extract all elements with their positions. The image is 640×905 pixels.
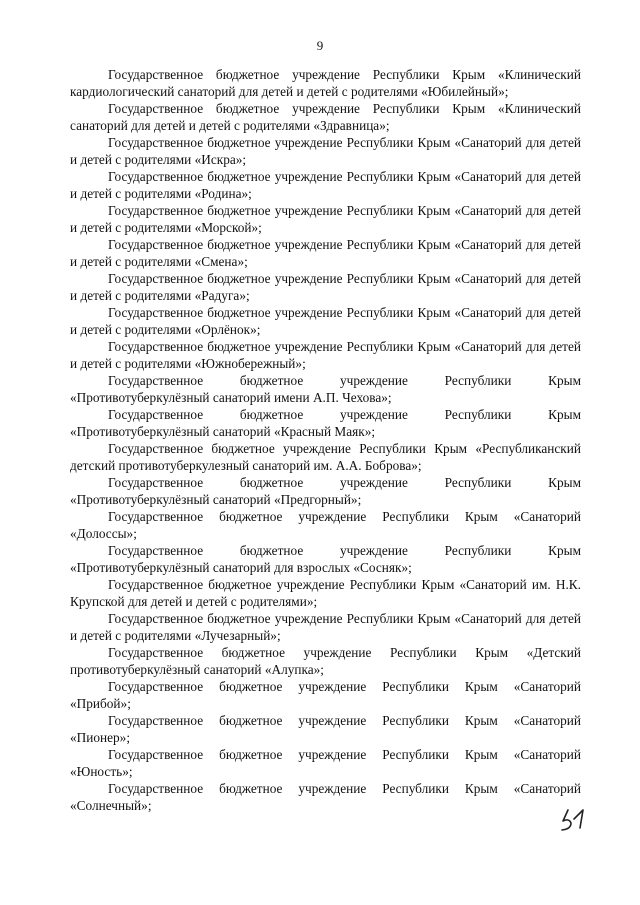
paragraph: Государственное бюджетное учреждение Республики Крым «Санаторий для детей и детей с родителями «Южнобережный»; [70, 339, 581, 371]
page-number: 9 [316, 38, 324, 53]
paragraph: Государственное бюджетное учреждение Республики Крым «Противотуберкулёзный санаторий «Предгорный»; [70, 475, 581, 507]
paragraph: Государственное бюджетное учреждение Республики Крым «Санаторий для детей и детей с родителями «Родина»; [70, 169, 581, 201]
paragraph: Государственное бюджетное учреждение Республики Крым «Республиканский детский противотуберкулезный санаторий им. А.А. Боброва»; [70, 441, 581, 473]
paragraph: Государственное бюджетное учреждение Республики Крым «Санаторий «Долоссы»; [70, 509, 581, 541]
paragraph: Государственное бюджетное учреждение Республики Крым «Клинический кардиологический санаторий для детей и детей с родителями «Юбилейный»; [70, 67, 581, 99]
paragraph: Государственное бюджетное учреждение Республики Крым «Санаторий «Солнечный»; [70, 781, 581, 813]
paragraph: Государственное бюджетное учреждение Республики Крым «Детский противотуберкулёзный санаторий «Алупка»; [70, 645, 581, 677]
paragraph: Государственное бюджетное учреждение Республики Крым «Санаторий «Прибой»; [70, 679, 581, 711]
paragraph: Государственное бюджетное учреждение Республики Крым «Санаторий им. Н.К. Крупской для детей и детей с родителями»; [70, 577, 581, 609]
handwritten-page-number [556, 806, 592, 834]
document-body [70, 66, 581, 814]
paragraph: Государственное бюджетное учреждение Республики Крым «Санаторий для детей и детей с родителями «Орлёнок»; [70, 305, 581, 337]
paragraph: Государственное бюджетное учреждение Республики Крым «Санаторий для детей и детей с родителями «Искра»; [70, 135, 581, 167]
paragraph: Государственное бюджетное учреждение Республики Крым «Санаторий для детей и детей с родителями «Морской»; [70, 203, 581, 235]
paragraph: Государственное бюджетное учреждение Республики Крым «Санаторий «Пионер»; [70, 713, 581, 745]
paragraph: Государственное бюджетное учреждение Республики Крым «Санаторий «Юность»; [70, 747, 581, 779]
paragraph: Государственное бюджетное учреждение Республики Крым «Противотуберкулёзный санаторий «Красный Маяк»; [70, 407, 581, 439]
paragraph: Государственное бюджетное учреждение Республики Крым «Противотуберкулёзный санаторий для взрослых «Сосняк»; [70, 543, 581, 575]
paragraph: Государственное бюджетное учреждение Республики Крым «Санаторий для детей и детей с родителями «Лучезарный»; [70, 611, 581, 643]
paragraph: Государственное бюджетное учреждение Республики Крым «Противотуберкулёзный санаторий имени А.П. Чехова»; [70, 373, 581, 405]
paragraph: Государственное бюджетное учреждение Республики Крым «Клинический санаторий для детей и детей с родителями «Здравница»; [70, 101, 581, 133]
paragraph: Государственное бюджетное учреждение Республики Крым «Санаторий для детей и детей с родителями «Смена»; [70, 237, 581, 269]
paragraph: Государственное бюджетное учреждение Республики Крым «Санаторий для детей и детей с родителями «Радуга»; [70, 271, 581, 303]
